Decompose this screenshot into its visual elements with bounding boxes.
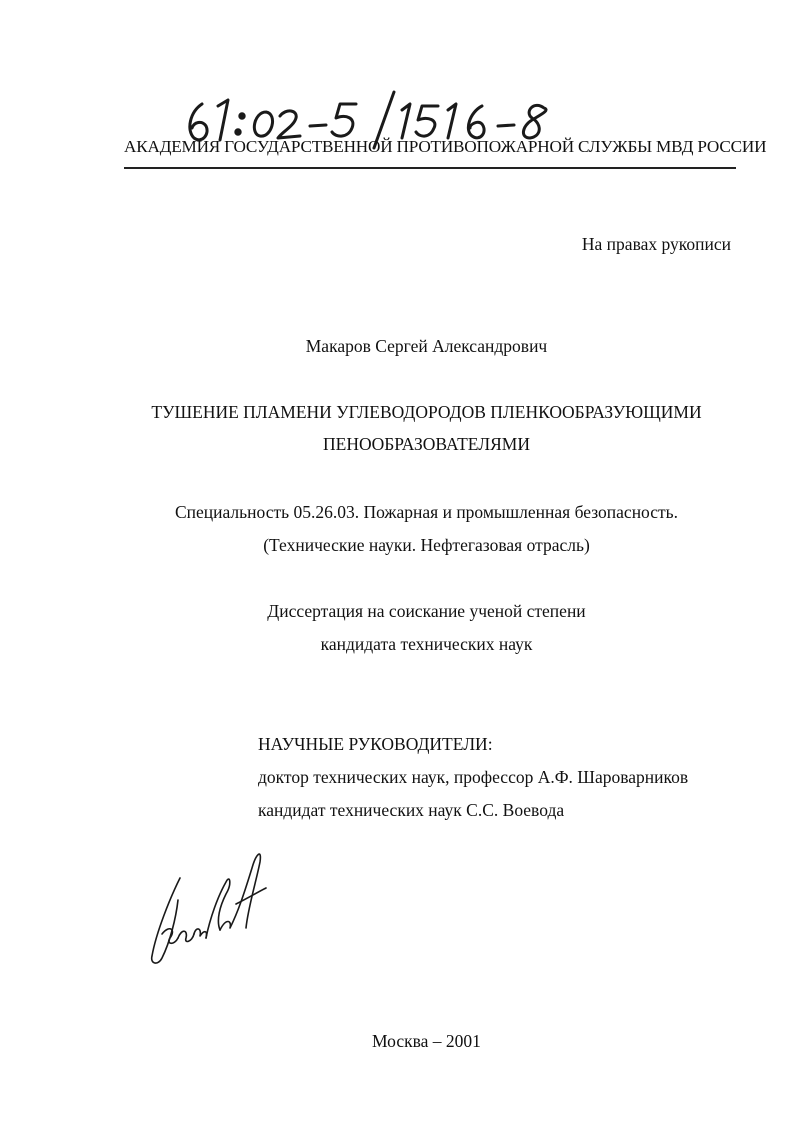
supervisor-1: доктор технических наук, профессор А.Ф. Шароварников	[258, 767, 689, 787]
title-line-2: ПЕНООБРАЗОВАТЕЛЯМИ	[323, 434, 530, 454]
title-line-1: ТУШЕНИЕ ПЛАМЕНИ УГЛЕВОДОРОДОВ ПЛЕНКООБРАЗУЮЩИМИ	[151, 402, 702, 422]
header-rule	[124, 167, 736, 169]
specialty-line-2: (Технические науки. Нефтегазовая отрасль)	[263, 535, 590, 555]
city-year: Москва – 2001	[372, 1031, 481, 1051]
manuscript-note: На правах рукописи	[581, 234, 731, 254]
institution-name: АКАДЕМИЯ ГОСУДАРСТВЕННОЙ ПРОТИВОПОЖАРНОЙ СЛУЖБЫ МВД РОССИИ	[124, 137, 767, 156]
supervisor-2: кандидат технических наук С.С. Воевода	[258, 800, 565, 820]
author-signature	[140, 838, 275, 973]
author-name: Макаров Сергей Александрович	[305, 336, 548, 356]
specialty-line-1: Специальность 05.26.03. Пожарная и промышленная безопасность.	[174, 502, 679, 522]
degree-line-2: кандидата технических наук	[320, 634, 533, 654]
supervisors-heading: НАУЧНЫЕ РУКОВОДИТЕЛИ:	[258, 734, 493, 754]
degree-line-1: Диссертация на соискание ученой степени	[267, 601, 586, 621]
